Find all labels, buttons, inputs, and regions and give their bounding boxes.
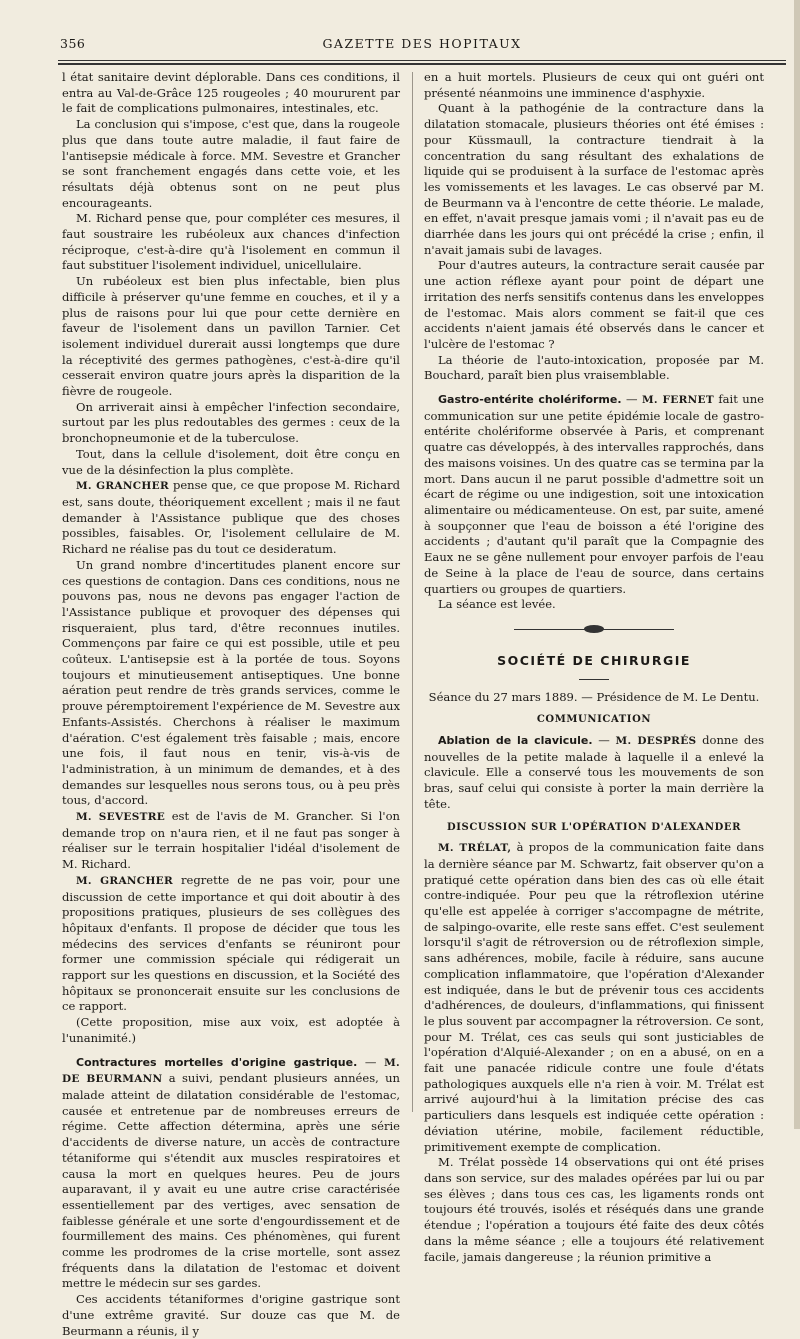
- article-title: Gastro-entérite cholériforme.: [438, 393, 622, 407]
- speaker-name: M. TRÉLAT,: [438, 842, 512, 855]
- paragraph: M. Richard pense que, pour compléter ces mesures, il faut soustraire les rubéoleux aux chances d'infection réciproque, c'est-à-dire qu'à l'isolement en commun il faut substituer l'isolement individuel, unicellulaire.: [62, 211, 400, 273]
- section-rule: [579, 679, 609, 680]
- paragraph: On arriverait ainsi à empêcher l'infection secondaire, surtout par les plus redoutables des germes : ceux de la bronchopneumonie et de la tuberculose.: [62, 399, 400, 446]
- section-title: SOCIÉTÉ DE CHIRURGIE: [497, 652, 691, 668]
- paragraph: en a huit mortels. Plusieurs de ceux qui ont guéri ont présenté néanmoins une imminence d'asphyxie.: [424, 70, 764, 100]
- session-line: Séance du 27 mars 1889. — Présidence de M. Le Dentu.: [428, 689, 760, 704]
- dash: —: [592, 733, 616, 748]
- page-edge: [794, 0, 800, 1129]
- paragraph: Un rubéoleux est bien plus infectable, bien plus difficile à préserver qu'une femme en couches, et il y a plus de raisons pour lui que pour cette dernière en faveur de l'isolement dans un pavillon Tarnier. Cet isolement individuel durerait aussi longtemps que dure la réceptivité des germes pathogènes, c'est-à-dire qu'il cesserait environ quatre jours après la disparition de la fièvre de rougeole.: [62, 274, 400, 399]
- paragraph: La théorie de l'auto-intoxication, proposée par M. Bouchard, paraît bien plus vraisemblable.: [424, 352, 764, 383]
- speaker-name: M. SEVESTRE: [76, 811, 166, 824]
- paragraph-text: a suivi, pendant plusieurs années, un malade atteint de dilatation considérable de l'estomac, causée et entretenue par de nombreuses erreurs de régime. Cette affection détermina, après une série d'accidents de diverse nature, un accès de contracture tétaniforme qui s'étendit aux muscles respiratoires et causa la mort en quelques heures. Peu de jours auparavant, il y avait eu une autre crise caractérisée essentiellement par des vertiges, avec sensation de faiblesse générale et une sorte d'engourdissement et de fourmillement des mains. Ces phénomènes, qui furent comme les prodromes de la crise mortelle, sont assez fréquents dans la dilatation de l'estomac et doivent mettre le médecin sur ses gardes.: [62, 1071, 400, 1291]
- paragraph: [62, 1055, 400, 1293]
- subheading: DISCUSSION SUR L'OPÉRATION D'ALEXANDER: [447, 821, 741, 833]
- paragraph: Ces accidents tétaniformes d'origine gastrique sont d'une extrême gravité. Sur douze cas que M. de Beurmann a réunis, il y: [62, 1292, 400, 1338]
- paragraph: [424, 840, 764, 1155]
- header-rule: [58, 60, 786, 61]
- article-title: Contractures mortelles d'origine gastrique.: [76, 1055, 358, 1069]
- paragraph: Quant à la pathogénie de la contracture dans la dilatation stomacale, plusieurs théories ont été émises : pour Küssmaull, la contracture tiendrait à la concentration du sang résultant des exhalations de liquide qui se produisent à la surface de l'estomac après les vomissements et les lavages. Le cas observé par M. de Beurmann va à l'encontre de cette théorie. Le malade, en effet, n'avait presque jamais vomi ; il n'avait pas eu de diarrhée dans les jours qui ont précédé la crise ; enfin, il n'avait jamais subi de lavages.: [424, 101, 764, 257]
- paragraph: [62, 478, 400, 558]
- paragraph: [424, 733, 764, 813]
- right-column: [424, 70, 764, 1265]
- speaker-name: M. GRANCHER: [76, 874, 174, 887]
- paragraph: La conclusion qui s'impose, c'est que, dans la rougeole plus que dans toute autre maladie, il faut faire de l'antisepsie médicale à force. MM. Sevestre et Grancher se sont franchement engagés dans cette voie, et les résultats déjà obtenus sont on ne peut plus encourageants.: [62, 117, 400, 210]
- paragraph: (Cette proposition, mise aux voix, est adoptée à l'unanimité.): [62, 1015, 400, 1045]
- separator-ornament: [424, 625, 764, 633]
- dash: —: [357, 1054, 385, 1069]
- column-divider: [412, 72, 413, 1112]
- paragraph-text: fait une communication sur une petite épidémie locale de gastro-entérite cholériforme observée à Paris, et comprenant quatre cas développés, à des intervalles rapprochés, dans des maisons voisines. Un des quatre cas se termina par la mort. Dans aucun il ne parut possible d'admettre soit un écart de régime ou une indigestion, soit une intoxication alimentaire ou médicamenteuse. On est, par suite, amené à soupçonner que l'eau de boisson a été l'origine des accidents ; d'autant qu'il paraît que la Compagnie des Eaux ne se gêne nullement pour envoyer parfois de l'eau de Seine à la place de l'eau de source, dans certains quartiers ou groupes de quartiers.: [424, 392, 765, 596]
- paragraph-text: est de l'avis de M. Grancher. Si l'on demande trop on n'aura rien, et il ne faut pas songer à réaliser sur le terrain hospitalier l'idéal d'isolement de M. Richard.: [62, 809, 400, 872]
- paragraph: [424, 392, 764, 597]
- paragraph: [62, 873, 400, 1015]
- paragraph: Pour d'autres auteurs, la contracture serait causée par une action réflexe ayant pour point de départ une irritation des nerfs sensitifs contenus dans les enveloppes de l'estomac. Mais alors comment se fait-il que ces accidents n'aient jamais été observés dans le cancer et l'ulcère de l'estomac ?: [424, 258, 764, 351]
- paragraph: l état sanitaire devint déplorable. Dans ces conditions, il entra au Val-de-Grâce 125 rougeoles ; 40 moururent par le fait de complications pulmonaires, intestinales, etc.: [62, 70, 400, 116]
- article-title: Ablation de la clavicule.: [438, 734, 593, 748]
- left-column: [62, 70, 400, 1339]
- journal-title: GAZETTE DES HOPITAUX: [322, 36, 522, 51]
- page-header: [58, 36, 786, 58]
- paragraph-text: à propos de la communication faite dans la dernière séance par M. Schwartz, fait observer qu'on a pratiqué cette opération dans bien des cas où elle était contre-indiquée. Pour peu que la rétroflexion utérine qu'elle est appelée à corriger s'accompagne de métrite, de salpingo-ovarite, elle reste sans effet. C'est seulement lorsqu'il s'agit de rétroversion ou de rétroflexion simple, sans adhérences, mobile, facile à réduire, sans aucune complication inflammatoire, que l'opération d'Alexander est indiquée, dans le but de prévenir tous ces accidents d'adhérences, de douleurs, d'inflammations, qui finissent le plus souvent par accompagner la rétroversion. Ce sont, pour M. Trélat, ces cas seuls qui sont justiciables de l'opération d'Alquié-Alexander ; on en a abusé, on en a fait une panacée ridicule contre une foule d'états pathologiques auxquels elle n'a rien à voir. M. Trélat est arrivé aujourd'hui à la limitation précise des cas particuliers dans lesquels est indiquée cette opération : déviation utérine, mobile, facilement réductible, primitivement exempte de complication.: [424, 840, 765, 1154]
- speaker-name: M. DE BEURMANN: [62, 1056, 400, 1086]
- subheading: COMMUNICATION: [536, 714, 652, 726]
- speaker-name: M. DESPRÉS: [615, 735, 697, 748]
- speaker-name: M. GRANCHER: [76, 480, 169, 493]
- dash: —: [621, 392, 642, 407]
- paragraph: Tout, dans la cellule d'isolement, doit être conçu en vue de la désinfection la plus complète.: [62, 446, 400, 477]
- paragraph: M. Trélat possède 14 observations qui ont été prises dans son service, sur des malades opérées par lui ou par ses élèves ; dans tous ces cas, les ligaments ronds ont toujours été trouvés, isolés et réséqués dans une grande étendue ; l'opération a toujours été faite des deux côtés dans la même séance ; elle a toujours été relativement facile, jamais dangereuse ; la réunion primitive a: [424, 1155, 764, 1264]
- page-number: 356: [60, 36, 86, 51]
- paragraph: [62, 809, 400, 873]
- paragraph: Un grand nombre d'incertitudes planent encore sur ces questions de contagion. Dans ces conditions, nous ne pouvons pas, nous ne devons pas engager l'action de l'Assistance publique et provoquer des dépenses qui risqueraient, plus tard, d'être reconnues inutiles. Commençons par faire ce qui est possible, utile et peu coûteux. L'antisepsie est à la portée de tous. Soyons toujours et minutieusement antiseptiques. Une bonne aération peut rendre de très grands services, comme le prouve péremptoirement l'expérience de M. Sevestre aux Enfants-Assistés. Cherchons à réaliser le maximum d'aération. C'est également très faisable ; mais, encore une fois, il faut nous en tenir, vis-à-vis de l'administration, à un minimum de demandes, et à des demandes sur lesquelles nous serons tous, ou à peu près tous, d'accord.: [62, 557, 400, 808]
- paragraph: La séance est levée.: [438, 597, 556, 612]
- paragraph-text: regrette de ne pas voir, pour une discussion de cette importance et qui doit aboutir à des propositions pratiques, plusieurs de ses collègues des hôpitaux d'enfants. Il propose de décider que tous les médecins des services d'enfants se réuniront pour former une commission spéciale qui rédigerait un rapport sur les questions en discussion, et la Société des hôpitaux se prononcerait ensuite sur les conclusions de ce rapport.: [62, 872, 400, 1014]
- paragraph-text: donne des nouvelles de la petite malade à laquelle il a enlevé la clavicule. Elle a conservé tous les mouvements de son bras, sauf celui qui consiste à porter la main derrière la tête.: [424, 733, 765, 811]
- speaker-name: M. FERNET: [641, 394, 714, 407]
- header-rule-thick: [58, 63, 786, 65]
- paragraph-text: pense que, ce que propose M. Richard est, sans doute, théoriquement excellent ; mais il ne faut demander à l'Assistance publique que des choses possibles, faisables. Or, l'isolement cellulaire de M. Richard ne réalise pas du tout ce desideratum.: [62, 478, 401, 557]
